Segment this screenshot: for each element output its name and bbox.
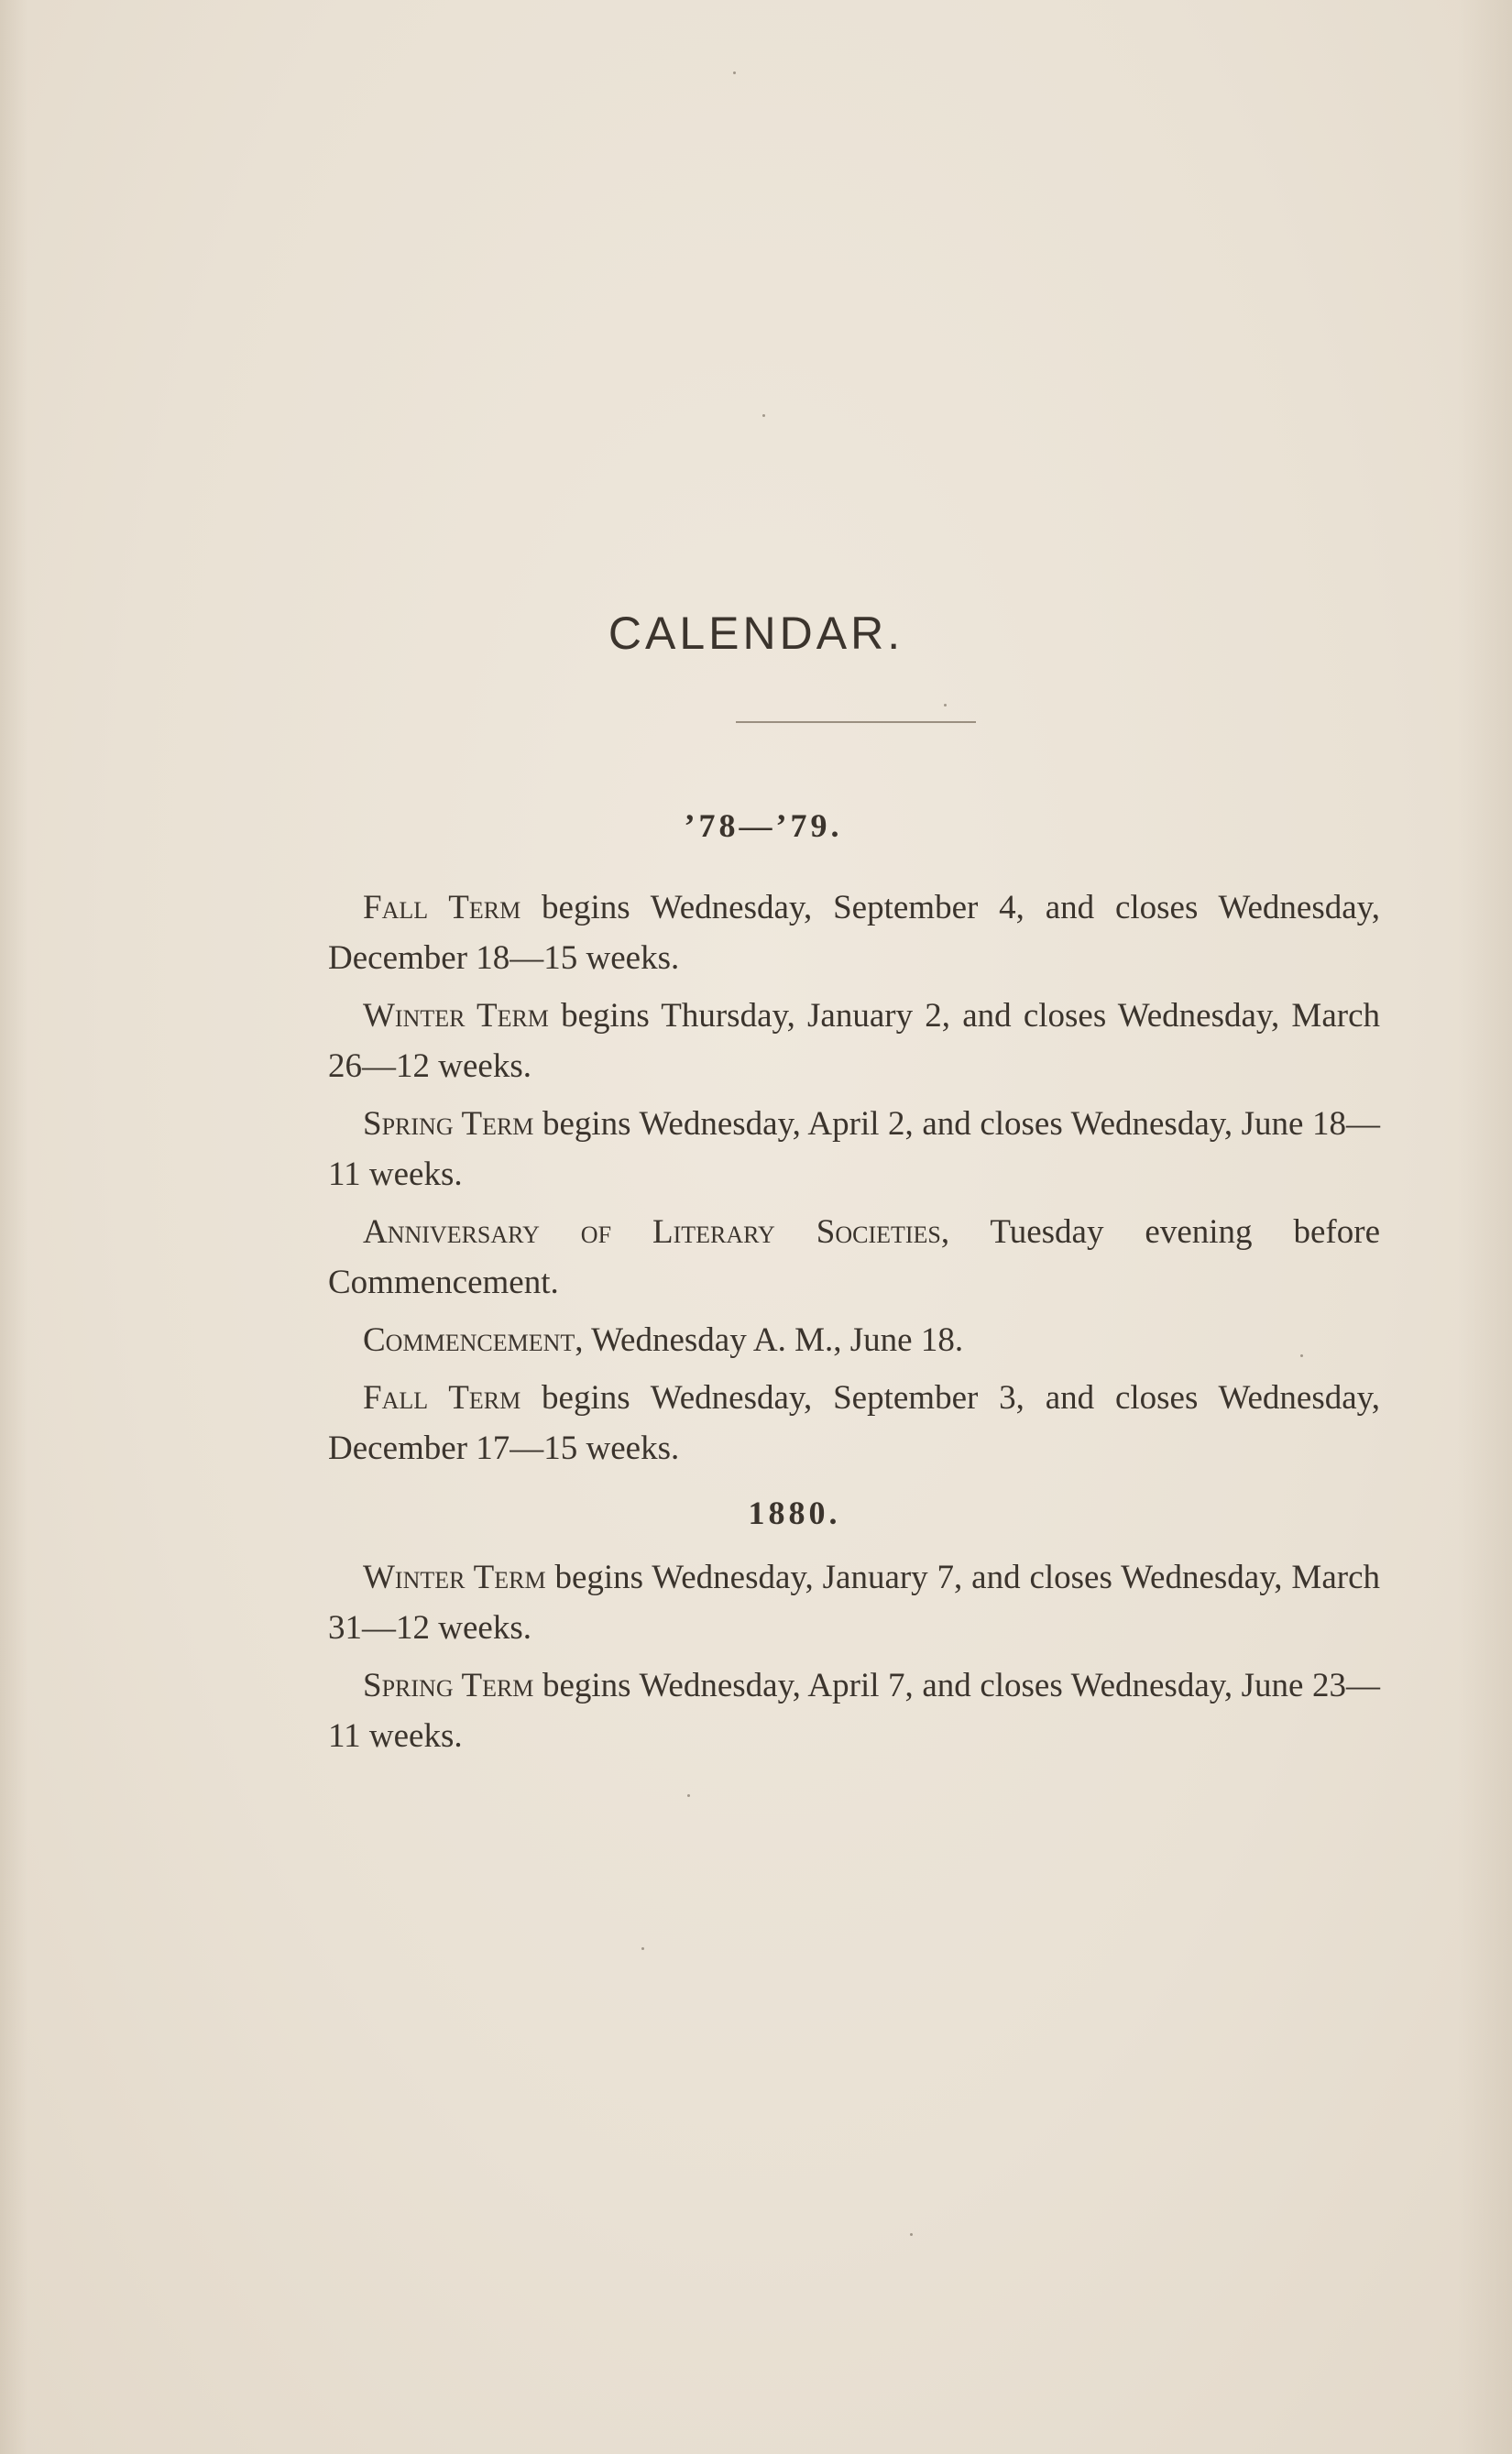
entry-text: begins Thursday, January 2, and closes Wednesday, March 26—12 weeks. [328, 997, 1380, 1085]
page-left-edge [0, 0, 27, 2454]
title-divider [736, 721, 976, 723]
entry-text: begins Wednesday, April 2, and closes Wednesday, June 18—11 weeks. [328, 1105, 1381, 1193]
page-right-edge [1457, 0, 1512, 2454]
paper-speck [687, 1794, 690, 1797]
calendar-entry [328, 1207, 1380, 1308]
paper-speck [762, 414, 765, 417]
calendar-entry [328, 1315, 1380, 1365]
entry-label: Spring Term [363, 1105, 534, 1143]
entry-label: Winter Term [363, 1559, 546, 1596]
paper-speck [944, 704, 947, 707]
paper-speck [641, 1947, 644, 1950]
paper-speck [1300, 1354, 1303, 1357]
paper-speck [733, 71, 736, 74]
entry-text: begins Wednesday, April 7, and closes Wednesday, June 23—11 weeks. [328, 1667, 1381, 1755]
calendar-entry [328, 882, 1380, 983]
entry-label: Commencement [363, 1321, 575, 1359]
section-entries-1880 [328, 1552, 1380, 1769]
calendar-entry [328, 991, 1380, 1091]
section-entries-1878-79 [328, 882, 1380, 1481]
entry-text: begins Wednesday, January 7, and closes Wednesday, March 31—12 weeks. [328, 1559, 1380, 1647]
calendar-entry [328, 1552, 1380, 1653]
paper-speck [910, 2233, 913, 2236]
entry-text: begins Wednesday, September 4, and closes Wednesday, December 18—15 weeks. [328, 889, 1380, 977]
entry-text: , Wednesday A. M., June 18. [575, 1321, 964, 1359]
page-title: CALENDAR. [608, 607, 904, 659]
entry-text: begins Wednesday, September 3, and closes Wednesday, December 17—15 weeks. [328, 1379, 1380, 1467]
calendar-entry [328, 1660, 1380, 1761]
entry-label: Winter Term [363, 997, 549, 1035]
entry-label: Spring Term [363, 1667, 534, 1704]
entry-text: , Tuesday evening before Commencement. [328, 1213, 1380, 1301]
section-heading-1878-79: ’78—’79. [684, 807, 843, 844]
entry-label: Anniversary of Literary Societies [363, 1213, 941, 1251]
entry-label: Fall Term [363, 1379, 521, 1417]
calendar-entry [328, 1099, 1380, 1200]
entry-label: Fall Term [363, 889, 521, 926]
calendar-entry [328, 1373, 1380, 1473]
section-heading-1880: 1880. [748, 1495, 841, 1531]
